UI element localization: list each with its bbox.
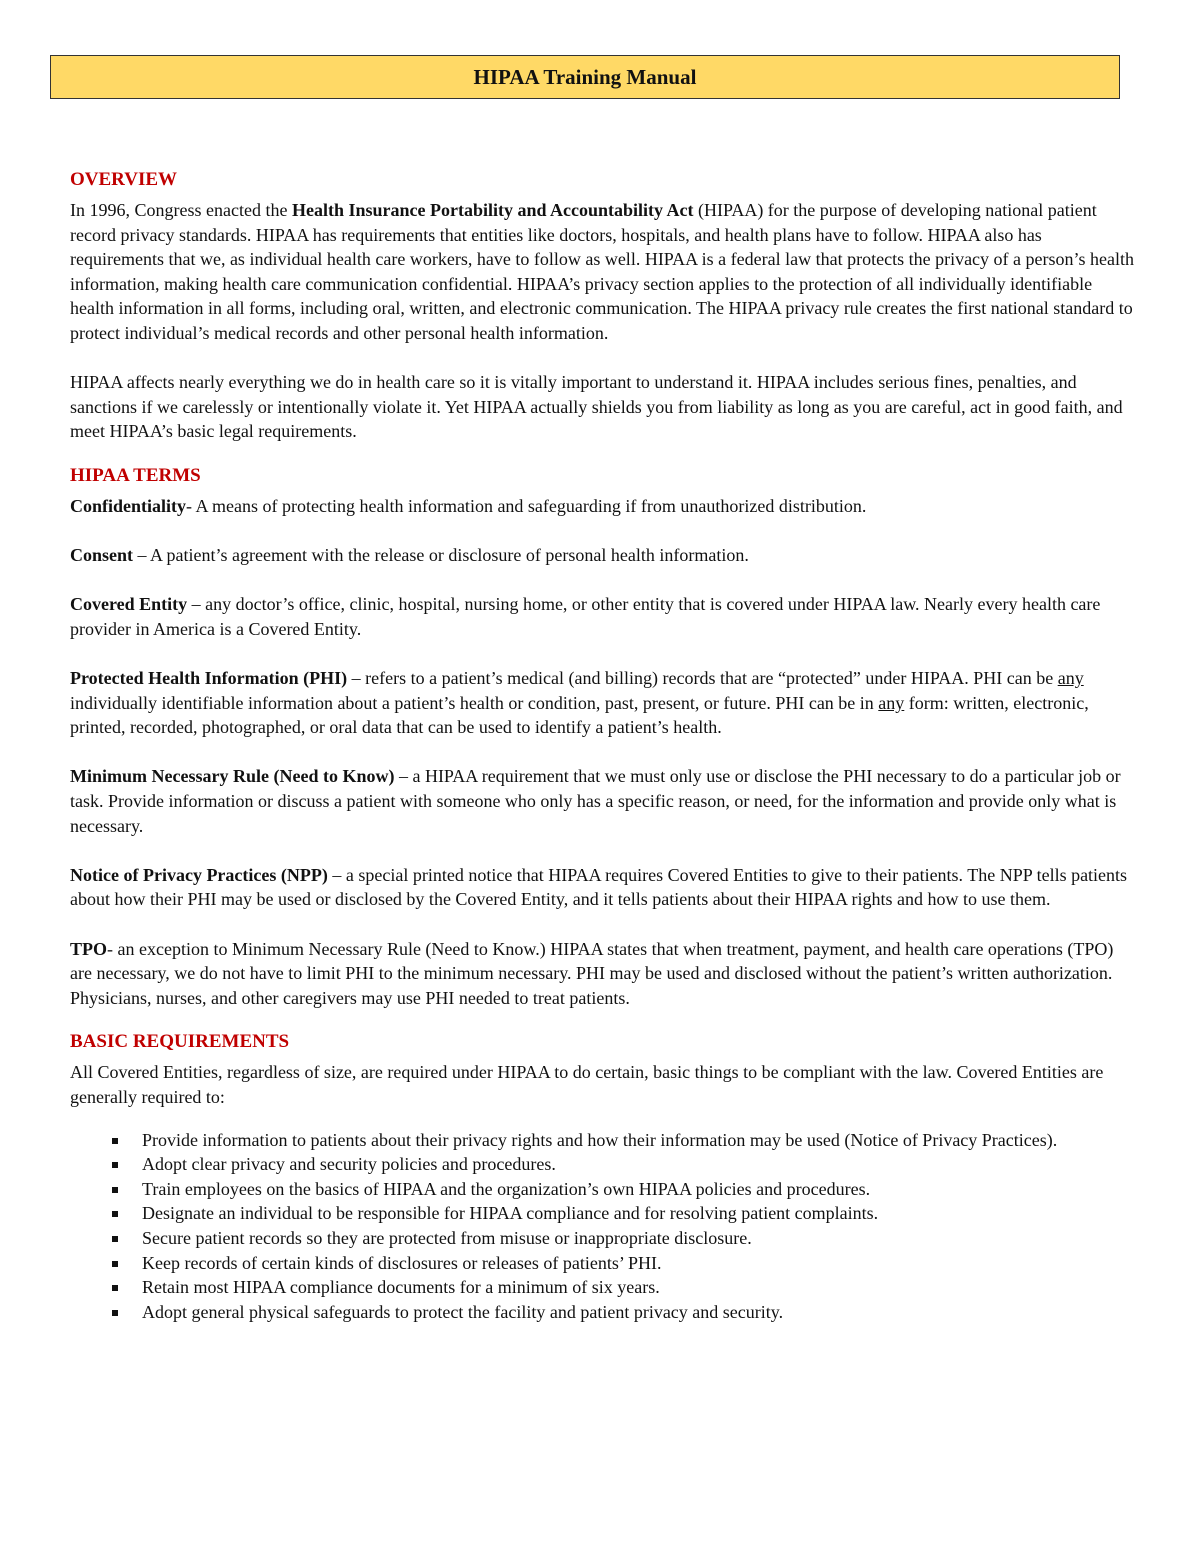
basic-requirements-heading: BASIC REQUIREMENTS (70, 1031, 290, 1053)
bullet-icon (112, 1236, 118, 1242)
list-item: Secure patient records so they are protected from misuse or inappropriate disclosure. (142, 1226, 1135, 1251)
list-item: Keep records of certain kinds of disclosures or releases of patients’ PHI. (142, 1251, 1135, 1276)
term-consent: Consent – A patient’s agreement with the release or disclosure of personal health information. (70, 545, 749, 566)
bullet-icon (112, 1310, 118, 1316)
terms-heading: HIPAA TERMS (70, 464, 201, 486)
bullet-icon (112, 1211, 118, 1217)
list-item: Retain most HIPAA compliance documents for a minimum of six years. (142, 1275, 1135, 1300)
term-tpo: TPO- an exception to Minimum Necessary Rule (Need to Know.) HIPAA states that when treatment, payment, and health care operations (TPO) are necessary, we do not have to limit PHI to the minimum necessary. PHI may be used and disclosed without the patient’s written authorization. Physicians, nurses, and other caregivers may use PHI needed to treat patients. (70, 938, 1114, 1008)
document-title (50, 55, 1120, 99)
term-confidentiality: Confidentiality- A means of protecting health information and safeguarding if from unauthorized distribution. (70, 495, 867, 516)
term-covered-entity: Covered Entity – any doctor’s office, clinic, hospital, nursing home, or other entity that is covered under HIPAA law. Nearly every health care provider in America is a Covered Entity. (70, 594, 1101, 639)
document-body (70, 168, 1135, 1324)
list-item: Designate an individual to be responsible for HIPAA compliance and for resolving patient complaints. (142, 1201, 1135, 1226)
bullet-icon (112, 1187, 118, 1193)
bullet-icon (112, 1285, 118, 1291)
list-item: Train employees on the basics of HIPAA and the organization’s own HIPAA policies and procedures. (142, 1177, 1135, 1202)
bullet-icon (112, 1162, 118, 1168)
list-item: Provide information to patients about their privacy rights and how their information may be used (Notice of Privacy Practices). (142, 1128, 1135, 1153)
document-title-text: HIPAA Training Manual (473, 64, 697, 89)
bullet-icon (112, 1261, 118, 1267)
term-minimum-necessary: Minimum Necessary Rule (Need to Know) – a HIPAA requirement that we must only use or disclose the PHI necessary to do a particular job or task. Provide information or discuss a patient with someone who only has a specific reason, or need, for the information and provide only what is necessary. (70, 766, 1121, 836)
list-item: Adopt clear privacy and security policies and procedures. (142, 1152, 1135, 1177)
term-npp: Notice of Privacy Practices (NPP) – a special printed notice that HIPAA requires Covered Entities to give to their patients. The NPP tells patients about how their PHI may be used or disclosed by the Covered Entity, and it tells patients about their HIPAA rights and how to use them. (70, 864, 1128, 910)
overview-heading: OVERVIEW (70, 169, 178, 190)
bullet-icon (112, 1138, 118, 1144)
list-item: Adopt general physical safeguards to protect the facility and patient privacy and security. (142, 1300, 1135, 1325)
overview-paragraph-1: In 1996, Congress enacted the Health Insurance Portability and Accountability Act (HIPAA) for the purpose of developing national patient record privacy standards. HIPAA has requirements that entities like doctors, hospitals, and health plans have to follow. HIPAA also has requirements that we, as individual health care workers, have to follow as well. HIPAA is a federal law that protects the privacy of a person’s health information, making health care communication confidential. HIPAA’s privacy section applies to the protection of all individually identifiable health information in all forms, including oral, written, and electronic communication. The HIPAA privacy rule creates the first national standard to protect individual’s medical records and other personal health information. (70, 200, 1135, 343)
overview-paragraph-2: HIPAA affects nearly everything we do in health care so it is vitally important to understand it. HIPAA includes serious fines, penalties, and sanctions if we carelessly or intentionally violate it. Yet HIPAA actually shields you from liability as long as you are careful, act in good faith, and meet HIPAA’s basic legal requirements. (70, 372, 1123, 442)
basic-requirements-intro: All Covered Entities, regardless of size, are required under HIPAA to do certain, basic things to be compliant with the law. Covered Entities are generally required to: (70, 1062, 1104, 1107)
act-name: Health Insurance Portability and Accountability Act (291, 200, 694, 220)
requirements-list (70, 1128, 1135, 1325)
term-phi: Protected Health Information (PHI) – refers to a patient’s medical (and billing) records that are “protected” under HIPAA. PHI can be any individually identifiable information about a patient’s health or condition, past, present, or future. PHI can be in any form: written, electronic, printed, recorded, photographed, or oral data that can be used to identify a patient’s health. (70, 668, 1089, 738)
